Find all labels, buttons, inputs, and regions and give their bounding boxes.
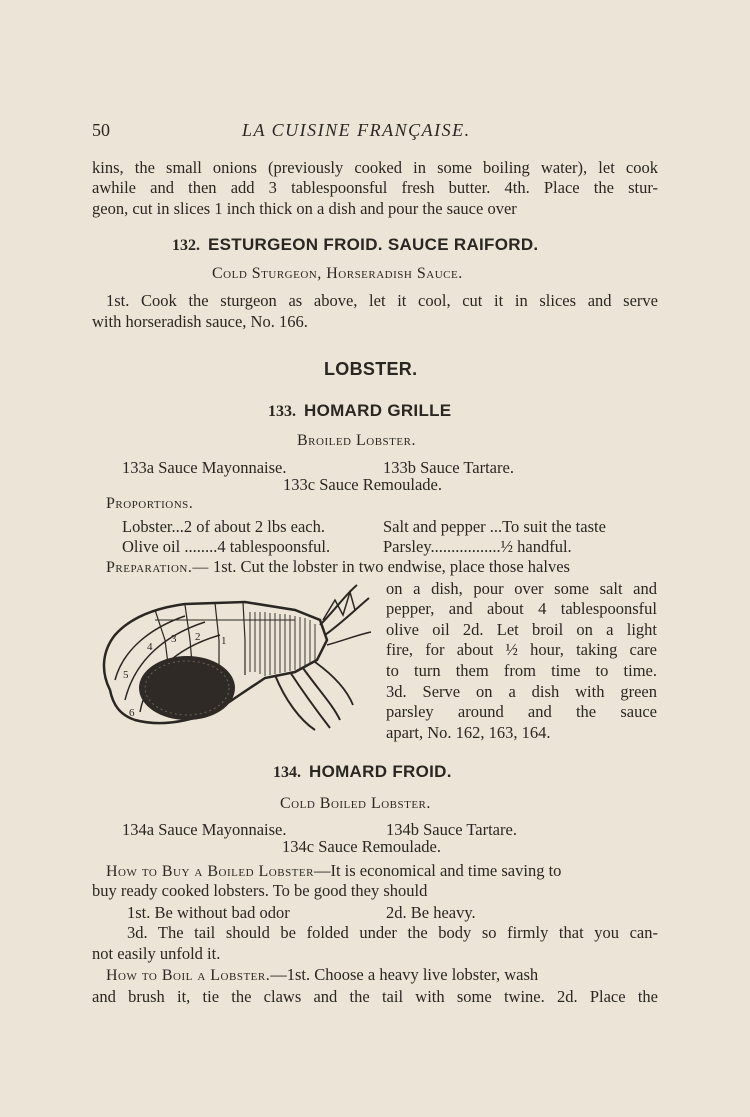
preparation-line: [106, 557, 570, 578]
recipe-title: HOMARD FROID.: [309, 762, 452, 781]
proportion-item: Salt and pepper ...To suit the taste: [383, 517, 606, 536]
text-line: and brush it, tie the claws and the tail with some twine. 2d. Place the: [92, 987, 658, 1006]
text-line: on a dish, pour over some salt and: [386, 579, 657, 598]
text-line: 1st. Be without bad odor: [127, 903, 290, 922]
buy-line: [106, 861, 658, 882]
figure-label: 4: [147, 641, 153, 653]
sauce-variant: 134b Sauce Tartare.: [386, 820, 517, 839]
boil-label: How to Boil a Lobster.: [106, 967, 271, 984]
preparation-label: Preparation.—: [106, 559, 209, 576]
proportions-label: Proportions.: [106, 495, 194, 512]
recipe-subtitle: Cold Sturgeon, Horseradish Sauce.: [212, 265, 463, 282]
text-line: 1st. Cook the sturgeon as above, let it cool, cut it in slices and serve: [106, 291, 658, 310]
text-line: 3d. The tail should be folded under the body so firmly that you can-: [127, 923, 658, 942]
recipe-number: 133.: [268, 403, 296, 420]
boil-text: —1st. Choose a heavy live lobster, wash: [270, 965, 539, 984]
preparation-text: 1st. Cut the lobster in two endwise, place those halves: [212, 557, 570, 576]
sauce-variant: 134a Sauce Mayonnaise.: [122, 820, 287, 839]
section-title: LOBSTER.: [324, 359, 418, 379]
text-line: not easily unfold it.: [92, 944, 221, 963]
proportion-item: Parsley.................½ handful.: [383, 537, 572, 556]
text-line: apart, No. 162, 163, 164.: [386, 723, 551, 742]
figure-label: 1: [221, 635, 227, 647]
figure-label: 5: [123, 669, 129, 681]
text-line: 3d. Serve on a dish with green: [386, 682, 657, 701]
text-line: 2d. Be heavy.: [386, 903, 476, 922]
text-line: fire, for about ½ hour, taking care: [386, 640, 657, 659]
buy-text: —It is economical and time saving to: [313, 861, 562, 880]
recipe-132-heading: [172, 235, 538, 255]
sauce-variant: 134c Sauce Remoulade.: [282, 837, 441, 856]
recipe-number: 134.: [273, 764, 301, 781]
proportion-item: Olive oil ........4 tablespoonsful.: [122, 537, 331, 556]
recipe-title: HOMARD GRILLE: [304, 401, 452, 420]
proportion-item: Lobster...2 of about 2 lbs each.: [122, 517, 325, 536]
recipe-subtitle: Cold Boiled Lobster.: [280, 795, 431, 812]
text-line: geon, cut in slices 1 inch thick on a dish and pour the sauce over: [92, 199, 517, 218]
figure-label: 3: [171, 633, 177, 645]
recipe-number: 132.: [172, 237, 200, 254]
recipe-subtitle: Broiled Lobster.: [297, 432, 416, 449]
text-line: with horseradish sauce, No. 166.: [92, 312, 308, 331]
text-line: buy ready cooked lobsters. To be good they should: [92, 881, 428, 900]
recipe-133-heading: [268, 401, 451, 421]
figure-label: 2: [195, 631, 201, 643]
sauce-variant: 133c Sauce Remoulade.: [283, 475, 442, 494]
running-title: LA CUISINE FRANÇAISE.: [242, 120, 471, 140]
figure-label: 6: [129, 707, 135, 719]
sauce-variant: 133b Sauce Tartare.: [383, 458, 514, 477]
text-line: kins, the small onions (previously cooked in some boiling water), let cook: [92, 158, 658, 177]
buy-label: How to Buy a Boiled Lobster: [106, 863, 314, 880]
lobster-illustration: [95, 580, 375, 740]
text-line: to turn them from time to time.: [386, 661, 657, 680]
page-number: 50: [92, 120, 110, 140]
boil-line: [106, 965, 658, 986]
text-line: parsley around and the sauce: [386, 702, 657, 721]
recipe-title: ESTURGEON FROID. SAUCE RAIFORD.: [208, 235, 539, 254]
recipe-134-heading: [273, 762, 452, 782]
sauce-variant: 133a Sauce Mayonnaise.: [122, 458, 287, 477]
text-line: olive oil 2d. Let broil on a light: [386, 620, 657, 639]
text-line: pepper, and about 4 tablespoonsful: [386, 599, 657, 618]
text-line: awhile and then add 3 tablespoonsful fresh butter. 4th. Place the stur-: [92, 178, 658, 197]
